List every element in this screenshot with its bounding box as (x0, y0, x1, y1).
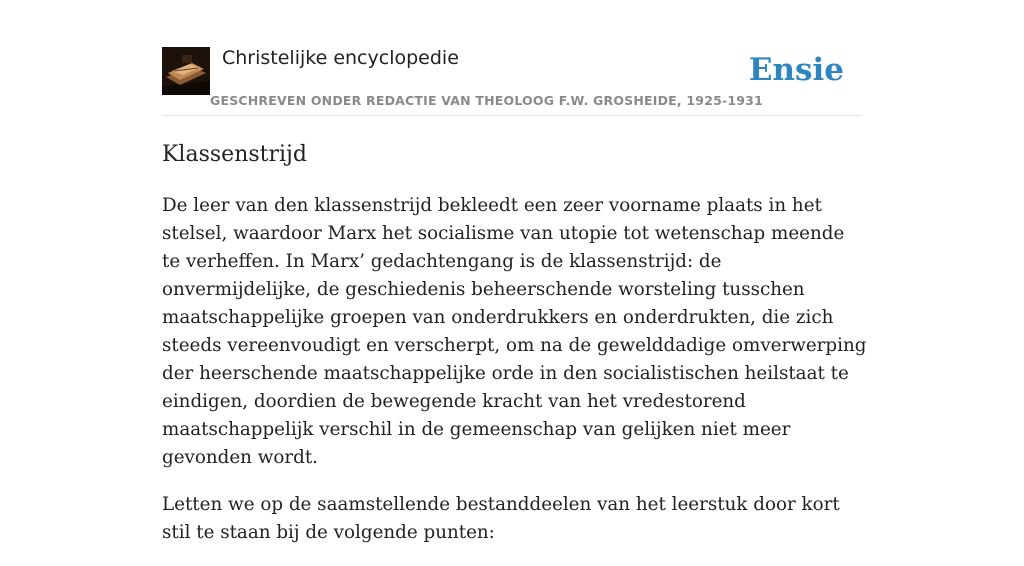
article-paragraph: De leer van den klassenstrijd bekleedt een zeer voorname plaats in het stelsel, waardoor Marx het socialisme van utopie tot wetenschap meende te verheffen. In Marx’ gedachtengang is de klassenstrijd: de onvermijdelijke, de geschiedenis beheerschende worsteling tusschen maatschappelijke groepen van onderdrukkers en onderdrukten, die zich steeds vereenvoudigt en verscherpt, om na de gewelddadige omverwerping der heerschende maatschappelijke orde in den socialistischen heilstaat te eindigen, doordien de bewegende kracht van het vredestorend maatschappelijk verschil in de gemeenschap van gelijken niet meer gevonden wordt. (162, 195, 867, 468)
publication-title[interactable]: Christelijke encyclopedie (222, 47, 459, 69)
publication-subtitle: GESCHREVEN ONDER REDACTIE VAN THEOLOOG F.W. GROSHEIDE, 1925-1931 (210, 93, 763, 108)
publication-avatar[interactable] (162, 47, 210, 95)
article-paragraph: Letten we op de saamstellende bestanddeelen van het leerstuk door kort stil te staan bij de volgende punten: (162, 494, 840, 543)
ensie-logo-link[interactable]: Ensie (748, 52, 844, 88)
book-cover-image (162, 47, 210, 95)
article-title: Klassenstrijd (162, 142, 307, 167)
site-header (162, 46, 862, 116)
article-body (162, 192, 867, 566)
